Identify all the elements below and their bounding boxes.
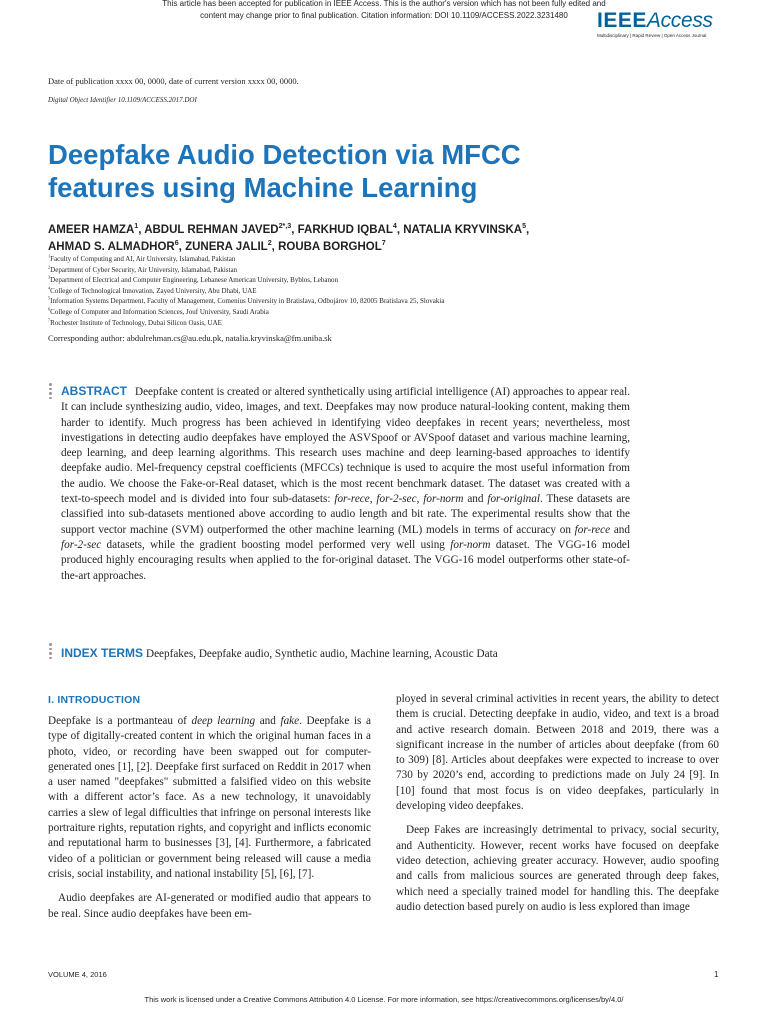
author-separator: , (271, 241, 279, 253)
author-line-1 (48, 222, 708, 239)
body-column-right (396, 692, 719, 915)
abstract-sep: , (416, 493, 424, 506)
license-notice: This work is licensed under a Creative Commons Attribution 4.0 License. For more information, see https://creativecommons.org/licenses/by/4.0/ (144, 995, 624, 1004)
affiliation-mark: 5 (48, 296, 51, 302)
author-name: ROUBA BORGHOL (278, 241, 382, 253)
abstract-text: Deepfake content is created or altered synthetically using artificial intelligence (AI) approaches to appear real. It can include synthesizing audio, video, images, and text. Deepfakes may now produce natural-looking content, making them harder to identify. Much progress has been achieved in identifying video deepfakes in recent years; nevertheless, most investigations in detecting audio deepfakes have employed the ASVSpoof or AVSpoof dataset and various machine learning, deep learning, and deep learning algorithms. This research uses machine and deep learning-based approaches to identify deepfake audio. Mel-frequency cepstral coefficients (MFCCs) technique is used to acquire the most useful information from the audio. We choose the Fake-or-Real dataset, which is the most recent benchmark dataset. The dataset was created with a text-to-speech model and is divided into four sub-datasets: (61, 386, 630, 506)
author-affiliation-mark: 1 (134, 222, 139, 231)
abstract-sep: and (610, 523, 630, 536)
abstract-em: for-2-sec (61, 538, 102, 551)
paragraph-text: . Deepfake is a type of digitally-created content in which the original human faces in a photo, video, or recording have been swapped out for computer-generated ones [1], [2]. Deepfake first surfaced on Reddit in 2017 when a user named "deepfakes" submitted a falsified video on this website with a different actor’s face. As a new technology, it unavoidably carries a slew of legal difficulties that infringe on personal interests like portraiture rights, reputation rights, and copyright and inflicts economic and reputational harm to businesses [3], [4]. Furthermore, a fabricated video of a politician or government being released will cause a media crisis, social instability, and national instability [5], [6], [7]. (48, 715, 371, 880)
paragraph-em: deep learning (191, 715, 256, 727)
author-separator: , (138, 224, 145, 236)
author-affiliation-mark: 2 (267, 239, 272, 248)
abstract-em: for-norm (423, 493, 464, 506)
paragraph-em: fake (280, 715, 300, 727)
page-number: 1 (714, 970, 719, 979)
affiliation-text: Rochester Institute of Technology, Dubai Silicon Oasis, UAE (50, 318, 222, 327)
index-terms (61, 646, 701, 662)
author-separator: , (526, 224, 530, 236)
logo-tagline: Multidisciplinary | Rapid Review | Open Access Journal (597, 33, 707, 38)
author-name: AHMAD S. ALMADHOR (48, 241, 175, 253)
author-name: AMEER HAMZA (48, 224, 135, 236)
affiliation-text: Department of Electrical and Computer Engineering, Lebanese American University, Byblos, Lebanon (50, 276, 338, 285)
author-affiliation-mark: 4 (392, 222, 397, 231)
logo-access-text: Access (646, 9, 713, 32)
abstract-text: datasets, while the gradient boosting model performed very well using (101, 538, 451, 551)
affiliation-item (48, 275, 728, 286)
affiliation-item (48, 254, 728, 265)
author-name: ZUNERA JALIL (185, 241, 268, 253)
notice-line-1: This article has been accepted for publication in IEEE Access. This is the author's version which has not been fully edited and (162, 0, 606, 8)
section-heading: I. INTRODUCTION (48, 694, 141, 706)
affiliation-list (48, 254, 728, 328)
paper-title (48, 138, 668, 204)
abstract-em: for-2-sec (376, 493, 417, 506)
affiliation-item (48, 286, 728, 297)
abstract-em: for-original (487, 493, 540, 506)
author-separator: , (396, 224, 404, 236)
volume-label: VOLUME 4, 2016 (48, 970, 107, 979)
abstract-sep: and (463, 493, 488, 506)
author-list (48, 222, 708, 256)
affiliation-mark: 6 (48, 306, 51, 312)
author-affiliation-mark: 5 (522, 222, 527, 231)
title-line-1: Deepfake Audio Detection via MFCC (48, 139, 521, 170)
index-terms-label: INDEX TERMS (61, 646, 144, 660)
abstract-em: for-norm (450, 538, 491, 551)
author-separator: , (291, 224, 298, 236)
body-column-left (48, 714, 371, 922)
paragraph: ployed in several criminal activities in recent years, the ability to detect them is crucial. Detecting deepfake in audio, video, and text is a broad and active research domain. Between 2018 and 2019, there was a significant increase in the number of articles about deepfake (from 60 to 309) [8]. Articles about deepfakes were expected to increase to over 730 by 2020’s end, according to predictions made on July 24 [9]. In [10] found that most focus is on video deepfakes, particularly in developing video deepfakes. (396, 693, 719, 813)
affiliation-mark: 1 (48, 253, 51, 259)
affiliation-mark: 7 (48, 317, 51, 323)
logo-ieee-text: IEEE (597, 9, 647, 32)
affiliation-text: College of Technological Innovation, Zayed University, Abu Dhabi, UAE (50, 286, 257, 295)
affiliation-mark: 3 (48, 274, 51, 280)
author-affiliation-mark: 6 (174, 239, 179, 248)
publication-date: Date of publication xxxx 00, 0000, date of current version xxxx 00, 0000. (48, 76, 299, 86)
author-separator: , (178, 241, 186, 253)
affiliation-text: Information Systems Department, Faculty of Management, Comenius University in Bratislava, Odbojárov 10, 82005 Bratislava 25, Slovakia (50, 297, 445, 306)
affiliation-text: College of Computer and Information Sciences, Jouf University, Saudi Arabia (50, 307, 269, 316)
affiliation-item (48, 296, 728, 307)
paragraph-text: and (255, 715, 281, 727)
abstract-em: for-rece (334, 493, 370, 506)
journal-logo (597, 10, 717, 38)
abstract-text: . These datasets are classified into sub-datasets mentioned above according to audio length and bit rate. The experimental results show that the support vector machine (SVM) outperformed the other machine learning (ML) models in terms of accuracy on (61, 493, 630, 536)
paragraph (48, 714, 371, 882)
abstract (61, 384, 630, 584)
affiliation-item (48, 318, 728, 329)
affiliation-text: Department of Cyber Security, Air University, Islamabad, Pakistan (50, 265, 238, 274)
abstract-label: ABSTRACT (61, 384, 127, 398)
abstract-sep: , (369, 493, 377, 506)
paragraph: Deep Fakes are increasingly detrimental to privacy, social security, and Authenticity. However, recent works have focused on deepfake video detection, achieving greater accuracy. However, audio spoofing and calls from malicious sources are generated through deep fakes, which need a specially trained model for handling this. The deepfake audio detection based purely on audio is less explored than image (396, 824, 719, 913)
abstract-marker-icon (49, 383, 53, 401)
affiliation-mark: 4 (48, 285, 51, 291)
abstract-em: for-rece (574, 523, 611, 536)
author-name: FARKHUD IQBAL (297, 224, 393, 236)
index-terms-marker-icon (49, 643, 53, 661)
affiliation-item (48, 265, 728, 276)
affiliation-mark: 2 (48, 264, 51, 270)
author-name: NATALIA KRYVINSKA (403, 224, 523, 236)
ieee-access-logo (597, 10, 717, 32)
doi-line: Digital Object Identifier 10.1109/ACCESS.2017.DOI (48, 96, 197, 104)
author-affiliation-mark: 2*,3 (278, 222, 292, 231)
paragraph-text: Deepfake is a portmanteau of (48, 715, 192, 727)
affiliation-text: Faculty of Computing and AI, Air University, Islamabad, Pakistan (50, 255, 236, 263)
affiliation-item (48, 307, 728, 318)
paragraph: Audio deepfakes are AI-generated or modified audio that appears to be real. Since audio deepfakes have been em- (48, 892, 371, 920)
author-affiliation-mark: 7 (381, 239, 386, 248)
index-terms-text: Deepfakes, Deepfake audio, Synthetic audio, Machine learning, Acoustic Data (146, 648, 498, 660)
notice-line-2: content may change prior to final publication. Citation information: DOI 10.1109/ACCESS.2022.3231480 (200, 11, 568, 20)
corresponding-author: Corresponding author: abdulrehman.cs@au.edu.pk, natalia.kryvinska@fm.uniba.sk (48, 333, 332, 343)
author-name: ABDUL REHMAN JAVED (144, 224, 279, 236)
abstract-text: dataset. The VGG-16 model produced highly encouraging results when applied to the for-original dataset. The VGG-16 model outperforms other state-of-the-art approaches. (61, 538, 630, 582)
title-line-2: features using Machine Learning (48, 172, 478, 203)
